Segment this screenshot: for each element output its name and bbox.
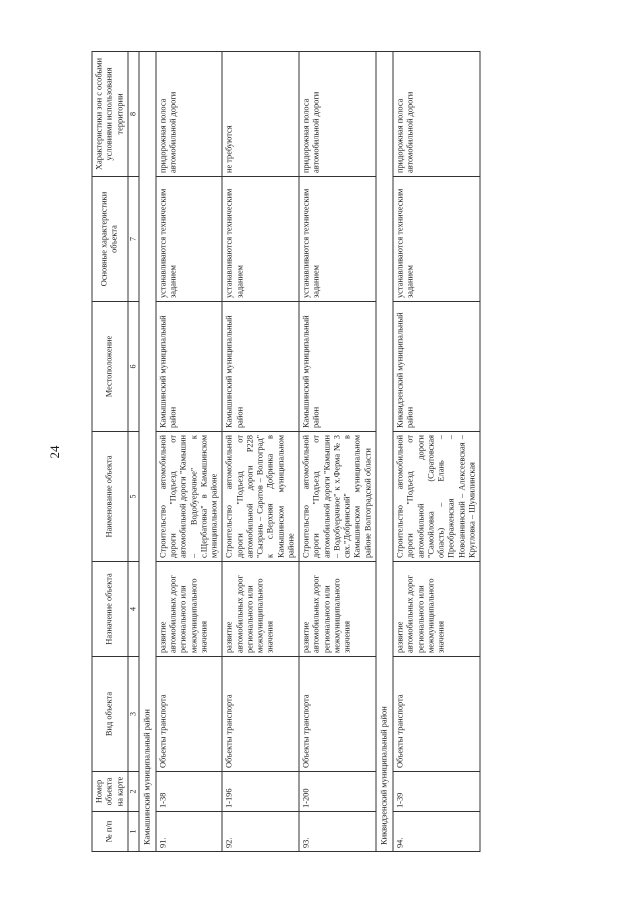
row-object-type: Объекты транспорта <box>299 657 376 772</box>
row-zone-characteristics: придорожная полоса автомобильной дороги <box>393 52 480 177</box>
table-row <box>222 52 299 852</box>
row-object-name: Строительство автомобильной дороги "Подъезд от автомобильной дороги "Самойловка (Саратовская область) – Елань – Преображенская – Новоаннинский – Алексеевская – Кругловка – Шумилинская <box>393 432 480 562</box>
row-characteristics: устанавливаются техническим заданием <box>156 177 223 302</box>
page-number: 24 <box>47 445 62 459</box>
district-heading: Камышинский муниципальный район <box>139 52 156 852</box>
row-map-number: 1-39 <box>393 772 480 812</box>
row-object-name: Строительство автомобильной дороги "Подъезд от автомобильной дороги "Камышин – Водобуерачное" к с.Щербатовка" в Камышинском муниципальном районе <box>156 432 223 562</box>
row-object-type: Объекты транспорта <box>156 657 223 772</box>
row-purpose: развитие автомобильных дорог регионального или межмуниципального значения <box>156 562 223 657</box>
row-object-type: Объекты транспорта <box>222 657 299 772</box>
header-purpose: Назначение объекта <box>92 562 128 657</box>
header-zone-characteristics: Характеристики зон с особыми условиями использования территории <box>92 52 128 177</box>
column-number-row <box>128 52 139 852</box>
row-zone-characteristics: придорожная полоса автомобильной дороги <box>156 52 223 177</box>
row-characteristics: устанавливаются техническим заданием <box>222 177 299 302</box>
row-object-type: Объекты транспорта <box>393 657 480 772</box>
header-location: Местоположение <box>92 302 128 432</box>
column-number: 4 <box>128 562 139 657</box>
row-characteristics: устанавливаются техническим заданием <box>299 177 376 302</box>
row-map-number: 1-200 <box>299 772 376 812</box>
row-location: Камышинский муниципальный район <box>222 302 299 432</box>
row-purpose: развитие автомобильных дорог регионального или межмуниципального значения <box>393 562 480 657</box>
row-location: Камышинский муниципальный район <box>299 302 376 432</box>
row-purpose: развитие автомобильных дорог регионального или межмуниципального значения <box>222 562 299 657</box>
header-row <box>92 52 128 852</box>
column-number: 3 <box>128 657 139 772</box>
row-location: Камышинский муниципальный район <box>156 302 223 432</box>
column-number: 7 <box>128 177 139 302</box>
column-number: 1 <box>128 812 139 852</box>
header-map-number: Номер объекта на карте <box>92 772 128 812</box>
row-zone-characteristics: придорожная полоса автомобильной дороги <box>299 52 376 177</box>
row-characteristics: устанавливаются техническим заданием <box>393 177 480 302</box>
row-index: 92. <box>222 812 299 852</box>
header-object-type: Вид объекта <box>92 657 128 772</box>
table-row <box>393 52 480 852</box>
header-object-name: Наименование объекта <box>92 432 128 562</box>
row-map-number: 1-38 <box>156 772 223 812</box>
row-object-name: Строительство автомобильной дороги "Подъезд от автомобильной дороги "Камышин – Водобуерачное" к х.Ферма № 3 свх."Добринский" в Камышинском муниципальном районе Волгоградской области <box>299 432 376 562</box>
district-row <box>139 52 156 852</box>
column-number: 6 <box>128 302 139 432</box>
column-number: 8 <box>128 52 139 177</box>
header-characteristics: Основные характеристики объекта <box>92 177 128 302</box>
objects-table <box>92 51 481 852</box>
row-map-number: 1-196 <box>222 772 299 812</box>
district-heading: Киквидзенский муниципальный район <box>376 52 393 852</box>
row-location: Киквидзенский муниципальный район <box>393 302 480 432</box>
header-index: № п/п <box>92 812 128 852</box>
row-zone-characteristics: не требуются <box>222 52 299 177</box>
table-row <box>299 52 376 852</box>
table-row <box>156 52 223 852</box>
column-number: 5 <box>128 432 139 562</box>
row-purpose: развитие автомобильных дорог регионального или межмуниципального значения <box>299 562 376 657</box>
document-sheet <box>92 52 549 852</box>
district-row <box>376 52 393 852</box>
column-number: 2 <box>128 772 139 812</box>
row-index: 94. <box>393 812 480 852</box>
row-index: 91. <box>156 812 223 852</box>
row-object-name: Строительство автомобильной дороги "Подъезд от автомобильной дороги Р228 "Сызрань – Саратов – Волгоград" к с.Верхняя Добринка в Камышинском муниципальном районе <box>222 432 299 562</box>
row-index: 93. <box>299 812 376 852</box>
